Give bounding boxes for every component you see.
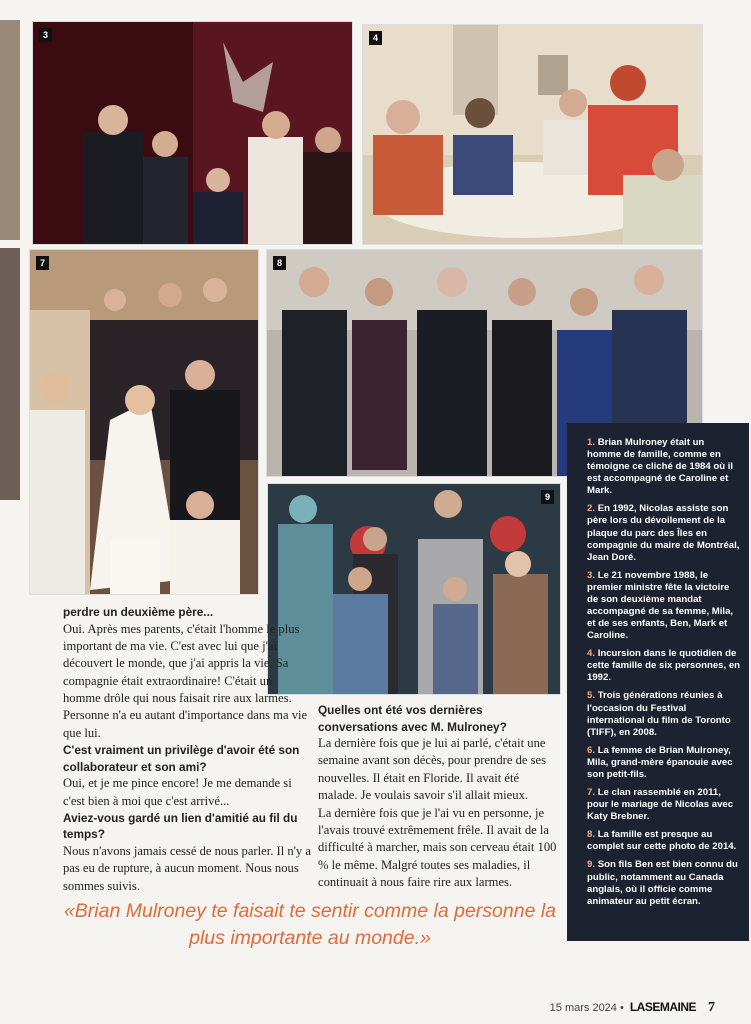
photo-captions-panel <box>567 423 749 941</box>
caption-item: 7. Le clan rassemblé en 2011, pour le mariage de Nicolas avec Katy Brebner. <box>587 787 734 823</box>
caption-item: 6. La femme de Brian Mulroney, Mila, grand-mère épanouie avec son petit-fils. <box>587 744 733 780</box>
photo-number: 4 <box>369 31 382 45</box>
question-text: Aviez-vous gardé un lien d'amitié au fil du temps? <box>63 810 298 842</box>
answer-text: La dernière fois que je lui ai parlé, c'était une semaine avant son décès, pour prendre de ses nouvelles. Il était en Floride. Il avait été malade. Je voulais savoir s'il allait mieux. <box>318 736 547 803</box>
question-text: Quelles ont été vos dernières conversations avec M. Mulroney? <box>318 703 507 734</box>
magazine-brand: LASEMAINE <box>629 1000 696 1014</box>
caption-item: 5. Trois générations réunies à l'occasion du Festival international du film de Toronto (TIFF), en 2008. <box>587 690 731 738</box>
question-text: perdre un deuxième père... <box>63 605 214 619</box>
pull-quote: «Brian Mulroney te faisait te sentir comme la personne la plus importante au monde.» <box>63 900 557 950</box>
photo-victory-1988 <box>32 21 353 245</box>
photo-wedding-2011 <box>29 249 259 595</box>
interview-column-right <box>318 702 558 891</box>
question-text: C'est vraiment un privilège d'avoir été son collaborateur et son ami? <box>63 743 300 774</box>
answer-text: Oui, et je me pince encore! Je me demande si c'est bien à moi que c'est arrivé... <box>63 776 292 808</box>
photo-number: 9 <box>541 490 554 504</box>
issue-date: 15 mars 2024 • <box>549 1002 624 1014</box>
photo-number: 7 <box>36 256 49 270</box>
caption-item: 2. En 1992, Nicolas assiste son père lors du dévoilement de la plaque du parc des Îles en compagnie du maire de Montréal, Jean Doré. <box>587 503 740 563</box>
caption-item: 1. Brian Mulroney était un homme de famille, comme en témoigne ce cliché de 1984 où il est accompagné de Caroline et Mark. <box>587 437 734 497</box>
answer-text: La dernière fois que je l'ai vu en personne, je l'avais trouvé extrêmement frêle. Il avait de la difficulté à marcher, mais son cerveau était 100 % le même. Malgré toutes ses maladies, il continuait à nous faire rire aux larmes. <box>318 805 557 890</box>
page-number: 7 <box>708 1000 715 1015</box>
answer-text: Nous n'avons jamais cessé de nous parler. Il n'y a pas eu de rupture, à aucun moment. Nous nous sommes suivis. <box>63 843 311 893</box>
photo-family-dinner-1992 <box>362 24 703 245</box>
caption-item: 3. Le 21 novembre 1988, le premier ministre fête la victoire de son deuxième mandat accompagné de sa femme, Mila, et de ses enfants, Ben, Mark et Caroline. <box>587 569 734 642</box>
photo-number: 8 <box>273 256 286 270</box>
page-edge-strip <box>0 20 20 240</box>
photo-number: 3 <box>39 28 52 42</box>
caption-item: 8. La famille est presque au complet sur cette photo de 2014. <box>587 829 737 853</box>
caption-item: 4. Incursion dans le quotidien de cette famille de six personnes, en 1992. <box>587 648 741 684</box>
caption-item: 9. Son fils Ben est bien connu du public, notamment au Canada anglais, où il officie comme animateur au petit écran. <box>587 859 738 907</box>
answer-text: Oui. Après mes parents, c'était l'homme le plus important de ma vie. C'est avec lui que j'ai découvert le monde, que j'ai appris la vie. Sa compagnie était extraordinaire! C'était un homme drôle qui nous faisait rire aux larmes. Personne n'a eu autant d'importance dans ma vie que lui. <box>63 621 308 740</box>
page-footer <box>550 1000 715 1016</box>
page-edge-strip <box>0 248 20 500</box>
photo-ben-tiff <box>267 483 561 695</box>
interview-column-left <box>63 604 311 895</box>
